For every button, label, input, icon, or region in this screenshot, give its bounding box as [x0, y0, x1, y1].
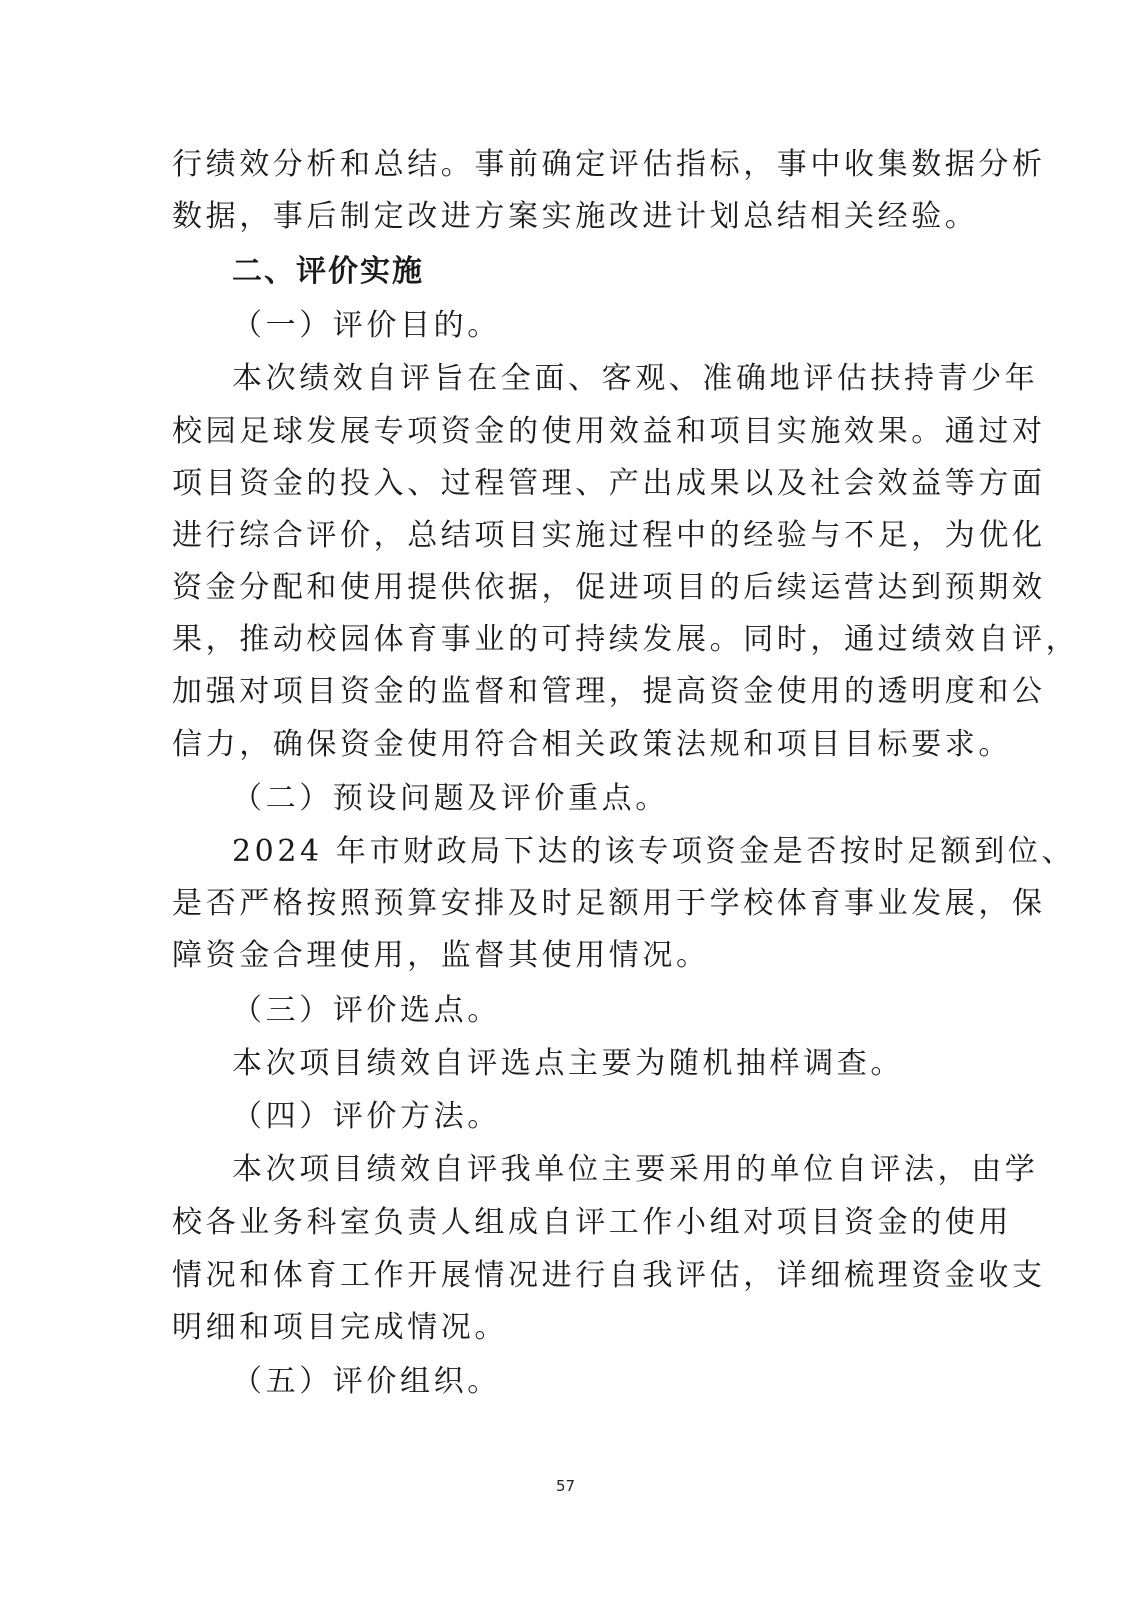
body-text-line: 是否严格按照预算安排及时足额用于学校体育事业发展，保: [172, 886, 1046, 921]
subsection-heading: （四）评价方法。: [232, 1099, 501, 1134]
body-text-line: 校园足球发展专项资金的使用效益和项目实施效果。通过对: [172, 414, 1046, 449]
paragraph-first-line: 本次绩效自评旨在全面、客观、准确地评估扶持青少年: [232, 361, 1039, 396]
subsection-heading: （五）评价组织。: [232, 1364, 501, 1399]
subsection-heading: （二）预设问题及评价重点。: [232, 781, 669, 816]
body-text-line: 加强对项目资金的监督和管理，提高资金使用的透明度和公: [172, 674, 1046, 709]
paragraph-first-line: 本次项目绩效自评选点主要为随机抽样调查。: [232, 1046, 904, 1081]
body-text-line: 数据，事后制定改进方案实施改进计划总结相关经验。: [172, 199, 979, 234]
body-text-line: 明细和项目完成情况。: [172, 1310, 508, 1345]
body-text-line: 果，推动校园体育事业的可持续发展。同时，通过绩效自评，: [172, 622, 1080, 657]
body-text-line: 信力，确保资金使用符合相关政策法规和项目目标要求。: [172, 727, 1012, 762]
body-text-line: 校各业务科室负责人组成自评工作小组对项目资金的使用: [172, 1205, 1012, 1240]
page-number: 57: [555, 1477, 576, 1495]
body-text-line: 情况和体育工作开展情况进行自我评估，详细梳理资金收支: [172, 1258, 1046, 1293]
body-text-line: 障资金合理使用，监督其使用情况。: [172, 938, 710, 973]
body-text-line: 项目资金的投入、过程管理、产出成果以及社会效益等方面: [172, 466, 1046, 501]
paragraph-first-line: 2024 年市财政局下达的该专项资金是否按时足额到位、: [232, 834, 1076, 869]
body-text-line: 进行综合评价，总结项目实施过程中的经验与不足，为优化: [172, 518, 1046, 553]
subsection-heading: （一）评价目的。: [232, 308, 501, 343]
subsection-heading: （三）评价选点。: [232, 993, 501, 1028]
body-text-line: 行绩效分析和总结。事前确定评估指标，事中收集数据分析: [172, 147, 1046, 182]
body-text-line: 资金分配和使用提供依据，促进项目的后续运营达到预期效: [172, 570, 1046, 605]
section-heading: 二、评价实施: [232, 254, 424, 289]
paragraph-first-line: 本次项目绩效自评我单位主要采用的单位自评法，由学: [232, 1152, 1039, 1187]
